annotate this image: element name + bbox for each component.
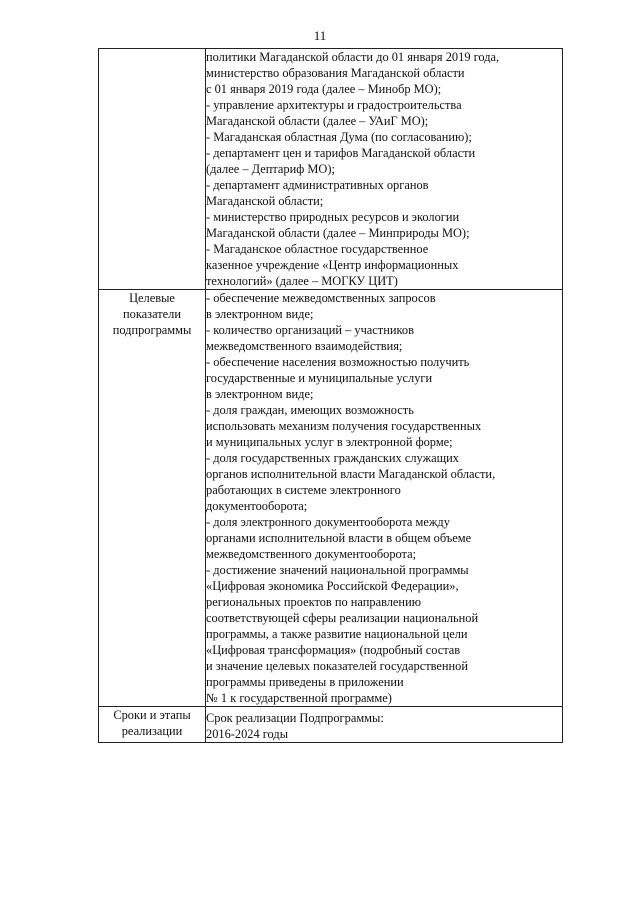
text-line: - Магаданская областная Дума (по согласованию); [206,130,472,144]
row-content-cell [206,49,563,290]
table-row [99,49,563,290]
label-line: подпрограммы [112,323,192,337]
text-line: органов исполнительной власти Магаданской области, [206,467,496,481]
text-line: - департамент административных органов [206,178,429,192]
text-line: - обеспечение населения возможностью получить [206,355,470,369]
text-line: работающих в системе электронного [206,483,401,497]
text-line: использовать механизм получения государственных [206,419,482,433]
text-line: министерство образования Магаданской области [206,66,465,80]
text-line: в электронном виде; [206,387,314,401]
text-line: программы приведены в приложении [206,675,404,689]
label-line: показатели [123,307,181,321]
label-line: Сроки и этапы [113,708,191,722]
label-line: реализации [121,724,183,738]
text-line: Магаданской области (далее – Минприроды МО); [206,226,470,240]
text-line: программы, а также развитие национальной цели [206,627,468,641]
text-line: Срок реализации Подпрограммы: [206,711,384,725]
row-content-cell [206,290,563,707]
text-line: и муниципальных услуг в электронной форме; [206,435,453,449]
text-line: - министерство природных ресурсов и экологии [206,210,460,224]
text-line: Магаданской области; [206,194,324,208]
row-label-cell [99,290,206,707]
text-line: № 1 к государственной программе) [206,691,392,705]
text-line: с 01 января 2019 года (далее – Минобр МО); [206,82,442,96]
text-line: соответствующей сферы реализации национальной [206,611,479,625]
text-line: политики Магаданской области до 01 января 2019 года, [206,50,500,64]
table-row [99,290,563,707]
text-line: «Цифровая трансформация» (подробный состав [206,643,461,657]
text-line: - доля граждан, имеющих возможность [206,403,414,417]
text-line: - достижение значений национальной программы [206,563,469,577]
text-line: (далее – Дептариф МО); [206,162,335,176]
page-number: 11 [313,28,327,43]
text-line: - доля государственных гражданских служащих [206,451,459,465]
text-line: - департамент цен и тарифов Магаданской области [206,146,476,160]
table-row [99,707,563,743]
passport-table [98,48,563,743]
text-line: документооборота; [206,499,308,513]
row-label-cell [99,49,206,290]
text-line: межведомственного взаимодействия; [206,339,403,353]
text-line: и значение целевых показателей государственной [206,659,468,673]
text-line: «Цифровая экономика Российской Федерации», [206,579,459,593]
label-line: Целевые [129,291,175,305]
text-line: технологий» (далее – МОГКУ ЦИТ) [206,274,398,288]
text-line: - Магаданское областное государственное [206,242,429,256]
text-line: региональных проектов по направлению [206,595,421,609]
text-line: - обеспечение межведомственных запросов [206,291,436,305]
text-line: Магаданской области (далее – УАиГ МО); [206,114,429,128]
text-line: органами исполнительной власти в общем объеме [206,531,472,545]
text-line: - управление архитектуры и градостроительства [206,98,462,112]
text-line: в электронном виде; [206,307,314,321]
text-line: - количество организаций – участников [206,323,414,337]
text-line: казенное учреждение «Центр информационных [206,258,459,272]
row-label-cell [99,707,206,743]
text-line: межведомственного документооборота; [206,547,417,561]
row-content-cell [206,707,563,743]
text-line: государственные и муниципальные услуги [206,371,433,385]
text-line: 2016-2024 годы [206,727,289,741]
text-line: - доля электронного документооборота между [206,515,450,529]
